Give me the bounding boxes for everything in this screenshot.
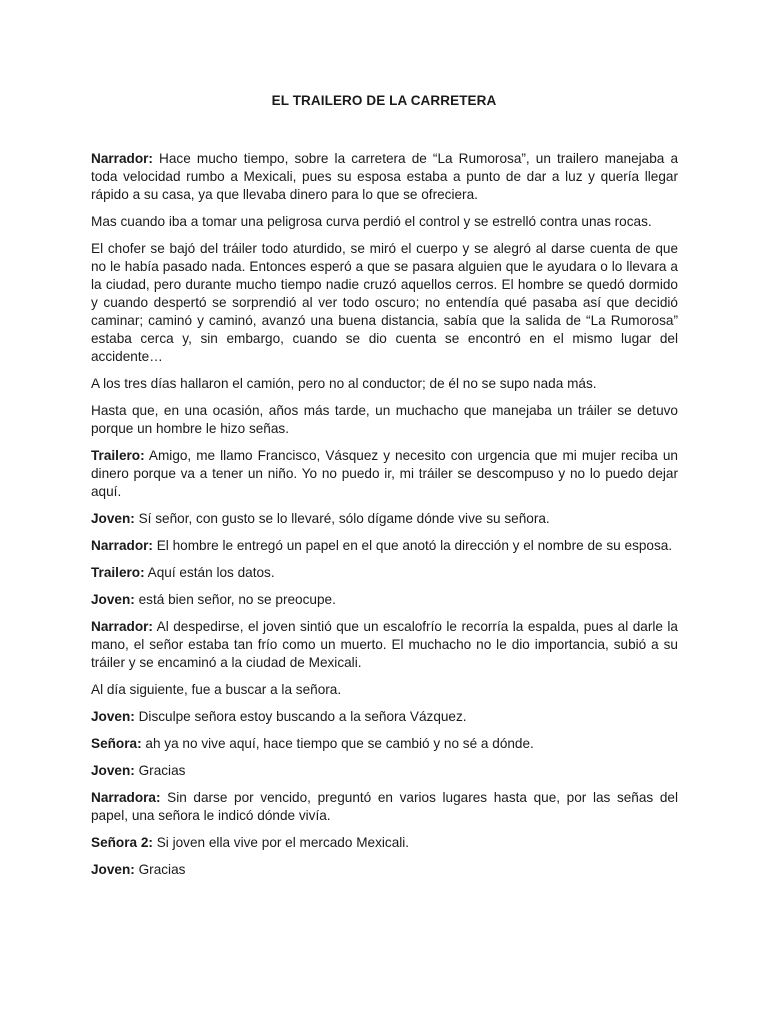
paragraph-15 xyxy=(91,762,678,780)
speaker-label: Narradora: xyxy=(91,790,161,805)
speaker-label: Señora: xyxy=(91,736,142,751)
speaker-label: Señora 2: xyxy=(91,835,153,850)
speaker-label: Trailero: xyxy=(91,565,145,580)
speaker-label: Narrador: xyxy=(91,538,153,553)
speaker-label: Joven: xyxy=(91,592,135,607)
document-title: EL TRAILERO DE LA CARRETERA xyxy=(271,93,497,108)
paragraph-14 xyxy=(91,735,678,753)
paragraph-text: El hombre le entregó un papel en el que anotó la dirección y el nombre de su esposa. xyxy=(152,538,673,553)
paragraph-text: está bien señor, no se preocupe. xyxy=(134,592,336,607)
paragraph-17 xyxy=(91,834,678,852)
paragraph-text: Gracias xyxy=(134,763,186,778)
paragraph-1 xyxy=(91,150,678,204)
paragraph-text: ah ya no vive aquí, hace tiempo que se cambió y no sé a dónde. xyxy=(141,736,534,751)
paragraph-3 xyxy=(91,240,678,366)
paragraph-9 xyxy=(91,564,678,582)
speaker-label: Narrador: xyxy=(91,619,153,634)
paragraph-2 xyxy=(91,213,678,231)
paragraph-text: Al día siguiente, fue a buscar a la señora. xyxy=(91,682,342,697)
paragraph-text: Amigo, me llamo Francisco, Vásquez y necesito con urgencia que mi mujer reciba un dinero porque va a tener un niño. Yo no puedo ir, mi tráiler se descompuso y no lo puedo dejar aquí. xyxy=(91,448,678,499)
paragraph-text: Sin darse por vencido, preguntó en varios lugares hasta que, por las señas del papel, una señora le indicó dónde vivía. xyxy=(91,790,678,823)
paragraph-text: Hace mucho tiempo, sobre la carretera de “La Rumorosa”, un trailero manejaba a toda velocidad rumbo a Mexicali, pues su esposa estaba a punto de dar a luz y quería llegar rápido a su casa, ya que llevaba dinero para lo que se ofreciera. xyxy=(91,151,678,202)
paragraph-16 xyxy=(91,789,678,825)
speaker-label: Joven: xyxy=(91,763,135,778)
paragraph-10 xyxy=(91,591,678,609)
speaker-label: Joven: xyxy=(91,709,135,724)
speaker-label: Joven: xyxy=(91,862,135,877)
speaker-label: Joven: xyxy=(91,511,135,526)
paragraph-text: Sí señor, con gusto se lo llevaré, sólo dígame dónde vive su señora. xyxy=(134,511,550,526)
paragraph-11 xyxy=(91,618,678,672)
paragraph-text: Al despedirse, el joven sintió que un escalofrío le recorría la espalda, pues al darle la mano, el señor estaba tan frío como un muerto. El muchacho no le dio importancia, subió a su tráiler y se encaminó a la ciudad de Mexicali. xyxy=(91,619,678,670)
paragraph-text: Disculpe señora estoy buscando a la señora Vázquez. xyxy=(134,709,467,724)
paragraph-text: El chofer se bajó del tráiler todo aturdido, se miró el cuerpo y se alegró al darse cuenta de que no le había pasado nada. Entonces esperó a que se pasara alguien que le ayudara o lo llevara a la ciudad, pero durante mucho tiempo nadie cruzó aquellos cerros. El hombre se quedó dormido y cuando despertó se sorprendió al ver todo oscuro; no entendía qué pasaba así que decidió caminar; caminó y caminó, avanzó una buena distancia, sabía que la salida de “La Rumorosa” estaba cerca y, sin embargo, cuando se dio cuenta se encontró en el mismo lugar del accidente… xyxy=(91,241,678,364)
paragraph-text: Hasta que, en una ocasión, años más tarde, un muchacho que manejaba un tráiler se detuvo porque un hombre le hizo señas. xyxy=(91,403,678,436)
paragraph-13 xyxy=(91,708,678,726)
paragraph-text: Si joven ella vive por el mercado Mexicali. xyxy=(152,835,410,850)
paragraph-5 xyxy=(91,402,678,438)
paragraph-7 xyxy=(91,510,678,528)
paragraph-12 xyxy=(91,681,678,699)
paragraph-6 xyxy=(91,447,678,501)
speaker-label: Narrador: xyxy=(91,151,153,166)
paragraph-text: A los tres días hallaron el camión, pero no al conductor; de él no se supo nada más. xyxy=(91,376,597,391)
paragraph-18 xyxy=(91,861,678,879)
paragraph-text: Mas cuando iba a tomar una peligrosa curva perdió el control y se estrelló contra unas rocas. xyxy=(91,214,652,229)
paragraph-4 xyxy=(91,375,678,393)
paragraph-8 xyxy=(91,537,678,555)
speaker-label: Trailero: xyxy=(91,448,145,463)
paragraph-text: Aquí están los datos. xyxy=(144,565,275,580)
document-body xyxy=(91,150,678,888)
paragraph-text: Gracias xyxy=(134,862,186,877)
